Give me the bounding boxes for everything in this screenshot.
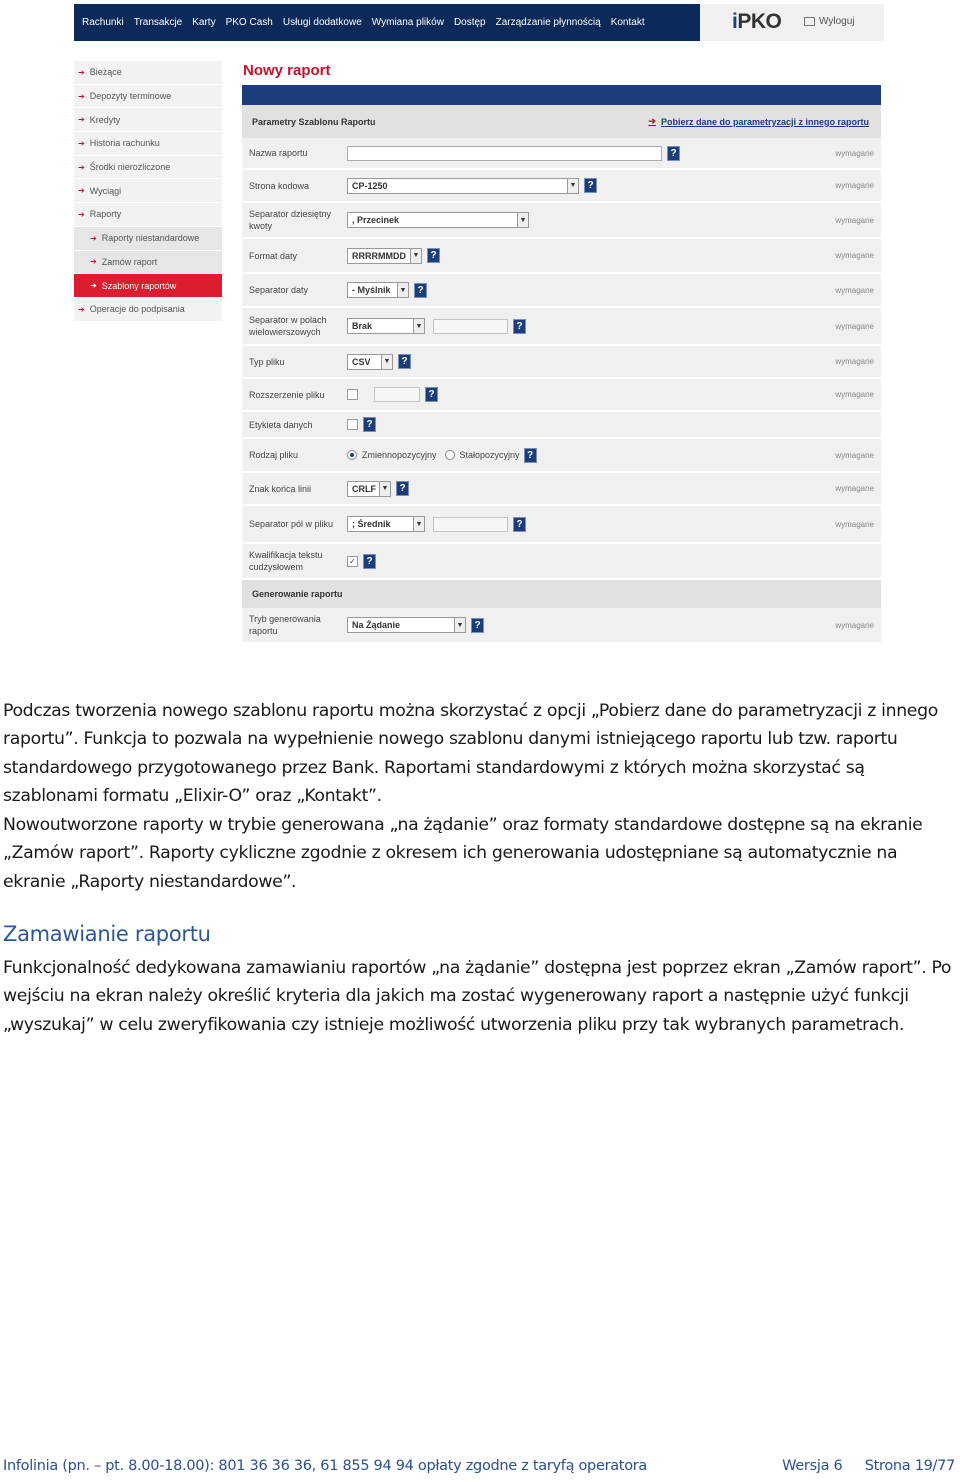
- line-ending-select[interactable]: CRLF ▼: [347, 481, 391, 497]
- paragraph-zamawianie: Funkcjonalność dedykowana zamawianiu raportów „na żądanie” dostępna jest poprzez ekran „Zamów raport”. Po wejściu na ekran należy określić kryteria dla jakich ma zostać wygenerowany raport a następnie użyć funkcji „wyszukaj” w celu zweryfikowania czy istnieje możliwość utworzenia pliku przy tak wybranych parametrach.: [3, 958, 952, 1035]
- report-name-input[interactable]: [347, 146, 662, 161]
- nav-wymiana-plikow[interactable]: Wymiana plików: [371, 17, 444, 28]
- section-parametry: [242, 105, 881, 138]
- required-label: wymagane: [835, 484, 874, 493]
- section-generowanie: [242, 580, 881, 608]
- chevron-down-icon: ▼: [379, 482, 390, 496]
- arrow-icon: ➔: [90, 281, 97, 291]
- file-type-select[interactable]: CSV ▼: [347, 354, 393, 370]
- required-label: wymagane: [835, 390, 874, 399]
- row-rodzaj-pliku: [242, 439, 881, 473]
- sidebar-item-raporty[interactable]: ➔ Raporty: [74, 203, 222, 227]
- help-icon[interactable]: ?: [396, 481, 409, 496]
- footer-contact: Infolinia (pn. – pt. 8.00-18.00): 801 36 36 36, 61 855 94 94 opłaty zgodne z taryfą operatora: [3, 1458, 648, 1474]
- help-icon[interactable]: ?: [363, 554, 376, 569]
- field-label: Typ pliku: [249, 356, 285, 367]
- row-strona-kodowa: [242, 170, 881, 203]
- row-typ-pliku: [242, 346, 881, 379]
- row-format-daty: [242, 239, 881, 274]
- brand-area: [700, 4, 884, 41]
- required-label: wymagane: [835, 620, 874, 630]
- help-icon[interactable]: ?: [414, 283, 427, 298]
- arrow-icon: ➔: [90, 233, 97, 243]
- logout-button[interactable]: [804, 16, 854, 27]
- row-tryb-generowania: [242, 608, 881, 644]
- chevron-down-icon: ▼: [517, 213, 528, 227]
- help-icon[interactable]: ?: [471, 618, 484, 633]
- sidebar-item-kredyty[interactable]: ➔ Kredyty: [74, 108, 222, 132]
- footer-version: Wersja 6: [782, 1458, 843, 1474]
- help-icon[interactable]: ?: [398, 354, 411, 369]
- field-label: Tryb generowania raportu: [249, 614, 321, 636]
- field-label: Separator dziesiętny kwoty: [249, 209, 332, 231]
- sidebar: [74, 61, 222, 322]
- row-rozszerzenie-pliku: [242, 379, 881, 412]
- arrow-icon: ➔: [78, 115, 85, 125]
- required-label: wymagane: [835, 450, 874, 460]
- arrow-icon: ➔: [78, 138, 85, 148]
- arrow-icon: ➔: [78, 304, 85, 314]
- arrow-icon: ➔: [78, 162, 85, 172]
- field-label: Strona kodowa: [249, 180, 310, 191]
- required-label: wymagane: [835, 357, 874, 366]
- field-label: Znak końca linii: [249, 483, 312, 494]
- row-kwalifikacja-tekstu: [242, 544, 881, 580]
- page-footer: [3, 1458, 955, 1474]
- required-label: wymagane: [835, 519, 874, 529]
- sidebar-item-raporty-niestandardowe[interactable]: ➔ Raporty niestandardowe: [74, 227, 222, 251]
- required-label: wymagane: [835, 215, 874, 225]
- screenshot-ipko: [74, 4, 884, 636]
- nav-transakcje[interactable]: Transakcje: [133, 17, 183, 28]
- chevron-down-icon: ▼: [381, 355, 392, 369]
- field-label: Kwalifikacja tekstu cudzysłowem: [249, 550, 323, 572]
- radio-zmiennopozycyjny[interactable]: [347, 450, 357, 460]
- sidebar-item-historia[interactable]: ➔ Historia rachunku: [74, 132, 222, 156]
- help-icon[interactable]: ?: [425, 387, 438, 402]
- nav-zarzadzanie-plynnoscia[interactable]: Zarządzanie płynnością: [495, 17, 601, 28]
- required-label: wymagane: [835, 285, 874, 295]
- section-heading: Zamawianie raportu: [3, 922, 211, 946]
- nav-karty[interactable]: Karty: [192, 17, 216, 28]
- required-label: wymagane: [835, 181, 874, 190]
- generation-mode-select[interactable]: Na Żądanie ▼: [347, 617, 466, 633]
- nav-dostep[interactable]: Dostęp: [453, 17, 486, 28]
- chevron-down-icon: ▼: [410, 249, 421, 263]
- date-format-select[interactable]: RRRRMMDD ▼: [347, 248, 422, 264]
- nav-pko-cash[interactable]: PKO Cash: [225, 17, 273, 28]
- row-separator-pol: [242, 506, 881, 544]
- copy-from-report-link[interactable]: ➔ Pobierz dane do parametryzacji z innego raportu: [648, 116, 869, 127]
- field-separator-custom-input[interactable]: [433, 517, 508, 532]
- help-icon[interactable]: ?: [513, 517, 526, 532]
- help-icon[interactable]: ?: [427, 248, 440, 263]
- arrow-icon: ➔: [78, 186, 85, 196]
- row-separator-wielowierszowe: [242, 308, 881, 346]
- paragraph-nowoutworzone: Nowoutworzone raporty w trybie generowana „na żądanie” oraz formaty standardowe dostępne są na ekranie „Zamów raport”. Raporty cykliczne zgodnie z okresem ich generowania udostępniane są automatycznie na ekranie „Raporty niestandardowe”.: [3, 815, 923, 892]
- field-label: Separator pól w pliku: [249, 519, 334, 529]
- sidebar-item-biezace[interactable]: ➔ Bieżące: [74, 61, 222, 85]
- arrow-icon: ➔: [78, 91, 85, 101]
- ipko-logo: iPKO: [732, 10, 782, 33]
- arrow-icon: ➔: [648, 116, 656, 126]
- logout-label: Wyloguj: [819, 16, 855, 27]
- footer-page-number: Strona 19/77: [864, 1458, 955, 1474]
- nav-rachunki[interactable]: Rachunki: [82, 17, 124, 28]
- chevron-down-icon: ▼: [454, 618, 465, 632]
- chevron-down-icon: ▼: [413, 517, 424, 531]
- help-icon[interactable]: ?: [513, 319, 526, 334]
- help-icon[interactable]: ?: [363, 417, 376, 432]
- field-label: Rodzaj pliku: [249, 450, 299, 460]
- field-separator-select[interactable]: ; Średnik ▼: [347, 516, 425, 532]
- radio-stalopozycyjny[interactable]: [445, 450, 455, 460]
- sidebar-item-operacje[interactable]: ➔ Operacje do podpisania: [74, 298, 222, 322]
- decimal-separator-select[interactable]: , Przecinek ▼: [347, 212, 529, 228]
- row-separator-dziesietny: [242, 203, 881, 239]
- radio-label: Zmiennopozycyjny: [362, 450, 437, 460]
- chevron-down-icon: ▼: [567, 179, 578, 193]
- report-form: [242, 85, 881, 644]
- help-icon[interactable]: ?: [524, 448, 537, 463]
- section-title: Generowanie raportu: [252, 589, 343, 599]
- logout-icon: [804, 17, 815, 26]
- row-separator-daty: [242, 274, 881, 308]
- section-title: Parametry Szablonu Raportu: [252, 116, 376, 127]
- field-label: Separator w polach wielowierszowych: [249, 315, 327, 337]
- nav-uslugi-dodatkowe[interactable]: Usługi dodatkowe: [282, 17, 362, 28]
- code-page-select[interactable]: CP-1250 ▼: [347, 178, 579, 194]
- sidebar-item-depozyty[interactable]: ➔ Depozyty terminowe: [74, 85, 222, 109]
- row-nazwa-raportu: [242, 138, 881, 170]
- file-extension-checkbox[interactable]: [347, 389, 358, 400]
- field-label: Format daty: [249, 250, 298, 261]
- multiline-separator-select[interactable]: Brak ▼: [347, 318, 425, 334]
- paragraph-pobierz-dane: Podczas tworzenia nowego szablonu raportu można skorzystać z opcji „Pobierz dane do parametryzacji z innego raportu”. Funkcja to pozwala na wypełnienie nowego szablonu danymi istniejącego raportu lub tzw. raportu standardowego przygotowanego przez Bank. Raportami standardowymi z których można skorzystać są szablonami formatu „Elixir-O” oraz „Kontakt”.: [3, 701, 938, 807]
- required-label: wymagane: [835, 251, 874, 260]
- nav-kontakt[interactable]: Kontakt: [610, 17, 645, 28]
- row-etykieta-danych: [242, 412, 881, 439]
- sidebar-item-wyciagi[interactable]: ➔ Wyciągi: [74, 179, 222, 203]
- data-label-checkbox[interactable]: [347, 419, 358, 430]
- arrow-icon: ➔: [78, 209, 85, 219]
- help-icon[interactable]: ?: [667, 146, 680, 161]
- row-znak-konca-linii: [242, 473, 881, 506]
- required-label: wymagane: [835, 321, 874, 331]
- field-label: Separator daty: [249, 285, 309, 295]
- field-label: Etykieta danych: [249, 419, 313, 430]
- help-icon[interactable]: ?: [584, 178, 597, 193]
- field-label: Rozszerzenie pliku: [249, 389, 325, 400]
- quote-checkbox[interactable]: ✓: [347, 556, 358, 567]
- date-separator-select[interactable]: - Myślnik ▼: [347, 282, 409, 298]
- sidebar-item-szablony-raportow[interactable]: ➔ Szablony raportów: [74, 274, 222, 298]
- arrow-icon: ➔: [78, 67, 85, 77]
- multiline-separator-custom-input[interactable]: [433, 319, 508, 334]
- required-label: wymagane: [835, 148, 874, 158]
- form-header-bar: [242, 85, 881, 105]
- file-extension-input[interactable]: [374, 387, 420, 402]
- field-label: Nazwa raportu: [249, 148, 308, 158]
- sidebar-item-zamow-raport[interactable]: ➔ Zamów raport: [74, 251, 222, 275]
- chevron-down-icon: ▼: [413, 319, 424, 333]
- arrow-icon: ➔: [90, 257, 97, 267]
- top-navigation: [74, 4, 700, 41]
- page-title: Nowy raport: [243, 62, 331, 79]
- sidebar-item-srodki[interactable]: ➔ Środki nierozliczone: [74, 156, 222, 180]
- radio-label: Stałopozycyjny: [459, 450, 520, 460]
- chevron-down-icon: ▼: [397, 283, 408, 297]
